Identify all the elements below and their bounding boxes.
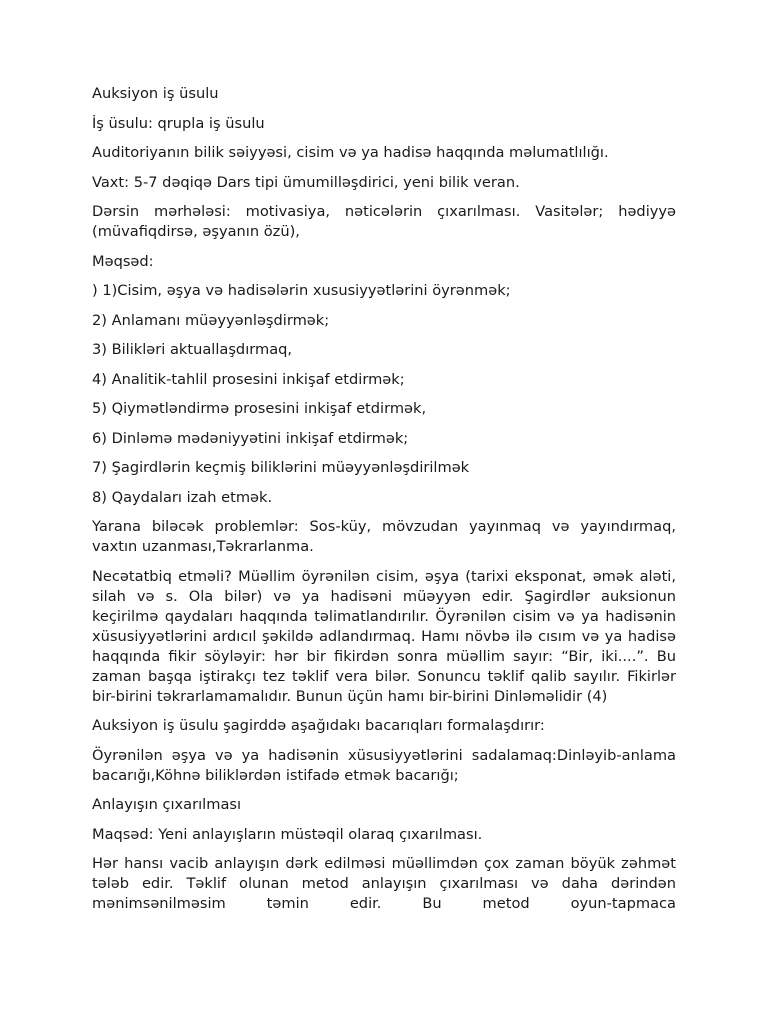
goal-item-8: 8) Qaydaları izah etmək. xyxy=(92,488,273,506)
paragraph-section-goal: Maqsəd: Yeni anlayışların müstəqil olaraq çıxarılması. xyxy=(92,825,483,843)
paragraph-section-body: Hər hansı vacib anlayışın dərk edilməsi müəllimdən çox zaman böyük zəhmət tələb edir. Təklif olunan metod anlayışın çıxarılması və daha dərindən mənimsənilməsim təmin edir. Bu metod oyun-tapmaca xyxy=(92,855,676,912)
document-page xyxy=(92,84,676,924)
goal-item-5: 5) Qiymətləndirmə prosesini inkişaf etdirmək, xyxy=(92,400,427,417)
paragraph-goal-heading: Məqsəd: xyxy=(92,252,154,270)
goal-item-4: 4) Analitik-tahlil prosesini inkişaf etdirmək; xyxy=(92,370,405,388)
paragraph-lesson-stage: Dərsin mərhələsi: motivasiya, nəticələrin çıxarılması. Vasitələr; hədiyyə (müvafiqdirsə, əşyanın özü), xyxy=(92,203,676,240)
paragraph-section-heading: Anlayışın çıxarılması xyxy=(92,796,242,813)
goal-item-2: 2) Anlamanı müəyyənləşdirmək; xyxy=(92,311,330,329)
paragraph-skills: Öyrənilən əşya və ya hadisənin xüsusiyyətlərini sadalamaq:Dinləyib-anlama bacarığı,Köhnə biliklərdən istifadə etmək bacarığı; xyxy=(92,746,676,784)
goal-item-7: 7) Şagirdlərin keçmiş biliklərini müəyyənləşdirilmək xyxy=(92,459,470,476)
paragraph-time: Vaxt: 5-7 dəqiqə Dars tipi ümumilləşdirici, yeni bilik veran. xyxy=(92,173,520,191)
goal-item-1: ) 1)Cisim, əşya və hadisələrin xususiyyətlərini öyrənmək; xyxy=(92,282,511,299)
paragraph-method: İş üsulu: qrupla iş üsulu xyxy=(92,114,265,132)
paragraph-audience: Auditoriyanın bilik səiyyəsi, cisim və ya hadisə haqqında məlumatlılığı. xyxy=(92,144,609,161)
goal-item-3: 3) Bilikləri aktuallaşdırmaq, xyxy=(92,341,293,358)
paragraph-how-to-apply: Necətatbiq etməli? Müəllim öyrənilən cisim, əşya (tarixi eksponat, əmək aləti, silah və s. Ola bilər) və ya hadisəni müəyyən edir. Şagirdlər auksionun keçirilmə qaydaları haqqında təlimatlandırılır. Öyrənilən cisim və ya hadisənin xüsusiyyətlərini ardıcıl şəkildə adlandırmaq. Hamı növbə ilə cısım və ya hadisə haqqında fikir söyləyir: hər bir fikirdən sonra müəllim sayır: “Bir, iki....”. Bu zaman başqa iştirakçı tez təklif vera bilər. Sonuncu təklif qalib sayılır. Fikirlər bir-birini təkrarlamamalıdır. Bunun üçün hamı bir-birini Dinləməlidir (4) xyxy=(92,567,676,705)
paragraph-skills-intro: Auksiyon iş üsulu şagirddə aşağıdakı bacarıqları formalaşdırır: xyxy=(92,717,545,734)
paragraph-problems: Yarana biləcək problemlər: Sos-küy, mövzudan yayınmaq və yayındırmaq, vaxtın uzanması,Təkrarlanma. xyxy=(92,518,676,555)
paragraph-title: Auksiyon iş üsulu xyxy=(92,85,219,102)
goal-item-6: 6) Dinləmə mədəniyyətini inkişaf etdirmək; xyxy=(92,429,409,447)
